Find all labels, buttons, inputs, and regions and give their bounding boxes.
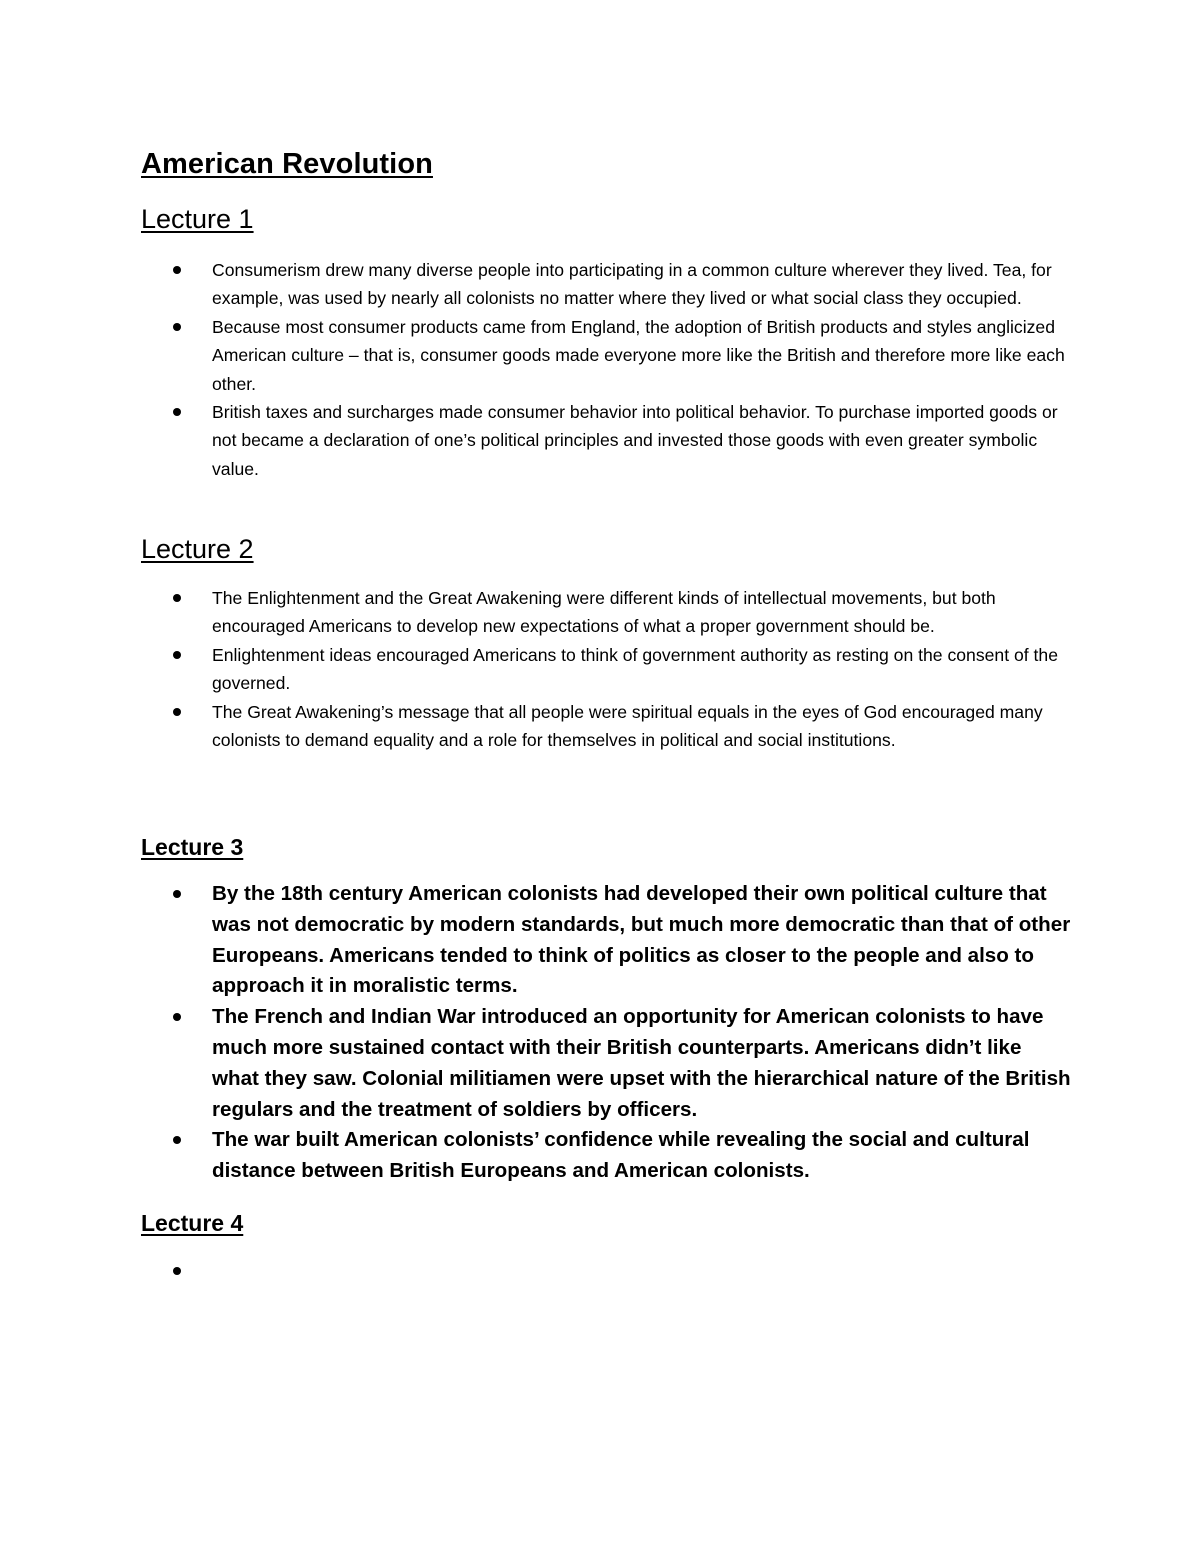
list-item-text: The French and Indian War introduced an opportunity for American colonists to have much more sustained contact with their British counterparts. Americans didn’t like what they saw. Colonial militiamen were upset with the hierarchical nature of the British regulars and the treatment of soldiers by officers. xyxy=(212,1005,1071,1121)
bullet-icon xyxy=(173,651,181,659)
list-item-text: The Great Awakening’s message that all people were spiritual equals in the eyes of God encouraged many colonists to demand equality and a role for themselves in political and social institutions. xyxy=(212,701,1043,751)
lecture-2-bullet-list xyxy=(172,584,1072,754)
lecture-3-bullet-list xyxy=(172,879,1072,1187)
section-heading-lecture-3: Lecture 3 xyxy=(141,834,244,860)
list-item-text: The war built American colonists’ confidence while revealing the social and cultural distance between British Europeans and American colonists. xyxy=(212,1128,1030,1183)
list-item xyxy=(172,641,1072,698)
list-item xyxy=(172,313,1072,398)
lecture-1-bullet-list xyxy=(172,256,1072,483)
bullet-icon xyxy=(173,266,181,274)
list-item-text: Enlightenment ideas encouraged Americans to think of government authority as resting on the consent of the governed. xyxy=(212,644,1058,694)
list-item xyxy=(172,1125,1072,1187)
bullet-icon xyxy=(173,708,181,716)
list-item-text: By the 18th century American colonists had developed their own political culture that was not democratic by modern standards, but much more democratic than that of other Europeans. Americans tended to think of politics as closer to the people and also to approach it in moralistic terms. xyxy=(212,882,1071,998)
list-item xyxy=(172,1256,1072,1287)
section-heading-lecture-2: Lecture 2 xyxy=(141,534,254,564)
bullet-icon xyxy=(173,1267,181,1275)
list-item-text: Consumerism drew many diverse people into participating in a common culture wherever they lived. Tea, for example, was used by nearly all colonists no matter where they lived or what social class they occupied. xyxy=(212,260,1052,309)
list-item-text: The Enlightenment and the Great Awakening were different kinds of intellectual movements, but both encouraged Americans to develop new expectations of what a proper government should be. xyxy=(212,588,996,637)
bullet-icon xyxy=(173,408,181,416)
list-item xyxy=(172,879,1072,1002)
list-item-text: Because most consumer products came from England, the adoption of British products and styles anglicized American culture – that is, consumer goods made everyone more like the British and therefore more like each other. xyxy=(212,316,1065,394)
lecture-4-bullet-list xyxy=(172,1256,1072,1287)
document-title: American Revolution xyxy=(141,148,433,180)
section-heading-lecture-4: Lecture 4 xyxy=(141,1210,244,1236)
list-item xyxy=(172,1002,1072,1125)
list-item xyxy=(172,584,1072,641)
list-item-text: British taxes and surcharges made consumer behavior into political behavior. To purchase imported goods or not became a declaration of one’s political principles and invested those goods with even greater symbolic value. xyxy=(212,402,1058,479)
bullet-icon xyxy=(173,890,181,898)
bullet-icon xyxy=(173,1013,181,1021)
list-item xyxy=(172,256,1072,313)
list-item xyxy=(172,698,1072,755)
bullet-icon xyxy=(173,323,181,331)
bullet-icon xyxy=(173,1136,181,1144)
section-heading-lecture-1: Lecture 1 xyxy=(141,204,254,234)
bullet-icon xyxy=(173,594,181,602)
list-item xyxy=(172,398,1072,483)
